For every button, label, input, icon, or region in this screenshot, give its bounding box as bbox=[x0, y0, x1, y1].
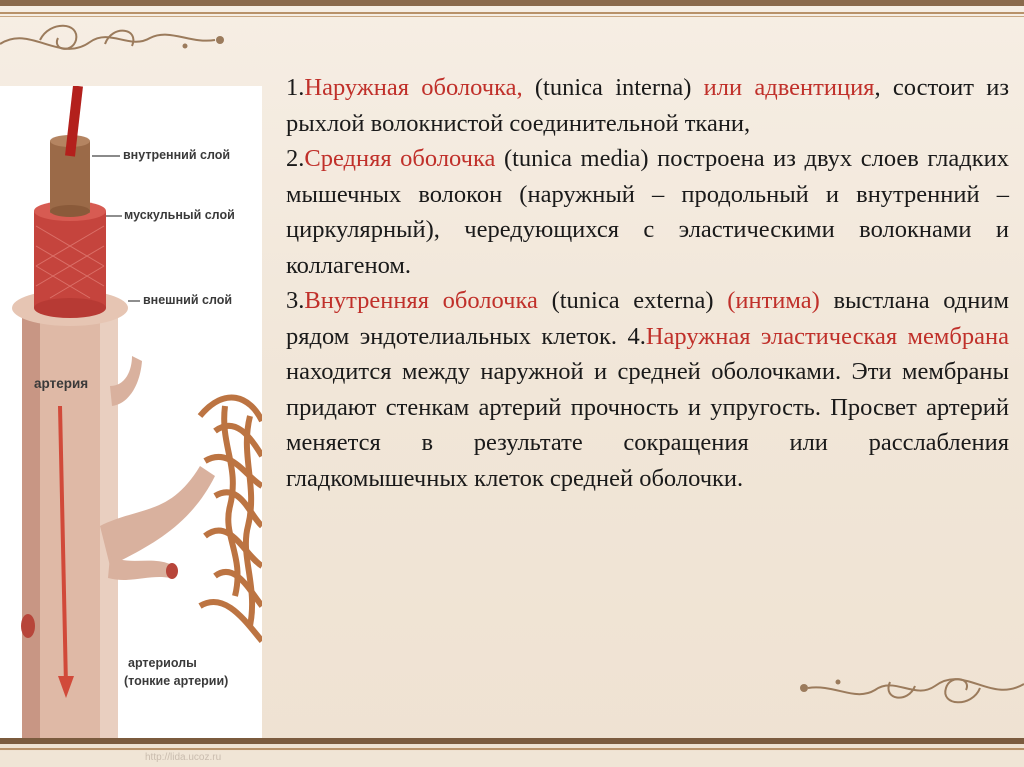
body-text-run: выстлана одним рядом эндотелиальных клеток. 4. bbox=[286, 287, 1009, 350]
artery-illustration bbox=[0, 86, 262, 738]
body-text-run: 3. bbox=[286, 287, 305, 314]
top-left-flourish-ornament bbox=[0, 14, 240, 64]
body-text-run: 2. bbox=[286, 145, 305, 172]
body-text-run: (tunica externa) bbox=[537, 287, 728, 314]
label-small-arteries: (тонкие артерии) bbox=[124, 674, 229, 688]
slide-body-text bbox=[286, 70, 1009, 496]
body-paragraph bbox=[286, 283, 1009, 496]
highlight-term: (интима) bbox=[727, 287, 820, 314]
top-frame-bar bbox=[0, 0, 1024, 6]
body-text-run: 1. bbox=[286, 74, 305, 101]
label-arterioles: артериолы bbox=[128, 656, 197, 670]
bottom-rule bbox=[0, 748, 1024, 750]
body-text-run: (tunica interna) bbox=[522, 74, 704, 101]
highlight-term: Наружная оболочка, bbox=[304, 74, 523, 101]
artery-diagram-graphic bbox=[0, 86, 262, 738]
highlight-term: Средняя оболочка bbox=[304, 145, 496, 172]
body-paragraph bbox=[286, 141, 1009, 283]
highlight-term: Внутренняя оболочка bbox=[304, 287, 538, 314]
highlight-term: или адвентиция bbox=[703, 74, 875, 101]
bottom-frame-bar bbox=[0, 738, 1024, 744]
label-muscular-layer: мускульный слой bbox=[124, 208, 235, 222]
body-text-run: находится между наружной и средней оболочками. Эти мембраны придают стенкам артерий прочность и упругость. Просвет артерий меняется в результате сокращения или расслабления гладкомышечных клеток средней оболочки. bbox=[286, 358, 1009, 492]
body-text-run: , состоит из рыхлой волокнистой соединительной ткани, bbox=[286, 74, 1009, 137]
label-outer-layer: внешний слой bbox=[143, 293, 233, 307]
bottom-right-flourish-ornament bbox=[790, 664, 1024, 714]
body-text-run: (tunica media) построена из двух слоев гладких мышечных волокон (наружный – продольный и внутренний – циркулярный), чередующихся с эластическими волокнами и коллагеном. bbox=[286, 145, 1009, 279]
label-artery: артерия bbox=[34, 376, 89, 391]
label-inner-layer: внутренний слой bbox=[123, 148, 231, 162]
highlight-term: Наружная эластическая мембрана bbox=[645, 322, 1009, 350]
body-paragraph bbox=[286, 70, 1009, 141]
watermark-url: http://lida.ucoz.ru bbox=[145, 752, 222, 763]
